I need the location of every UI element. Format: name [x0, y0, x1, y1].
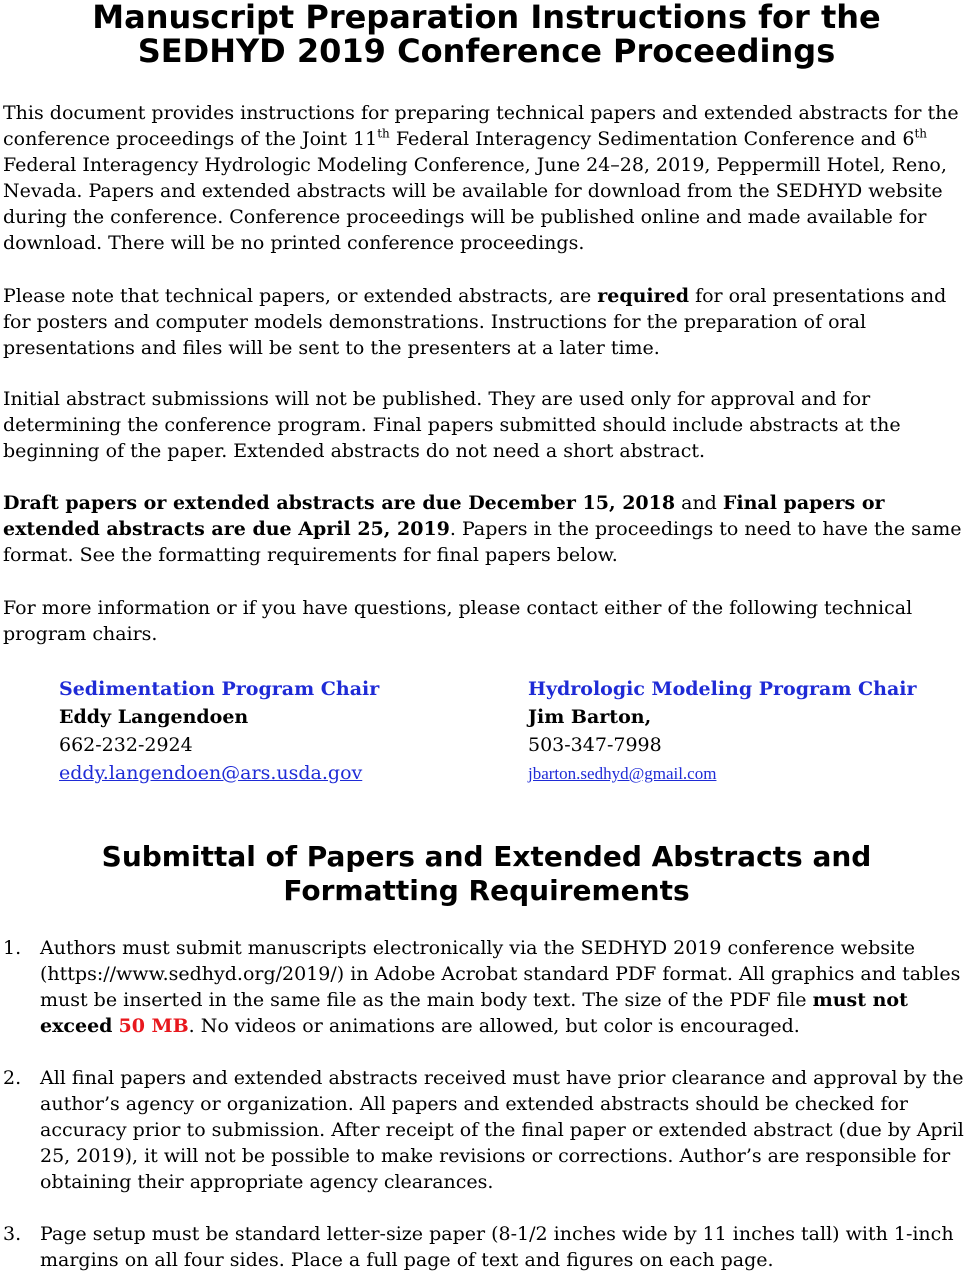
draft-deadline: Draft papers or extended abstracts are due December 15, 2018: [3, 492, 676, 514]
title-line-1: Manuscript Preparation Instructions for the: [92, 0, 881, 36]
intro-paragraph-2: [3, 283, 971, 361]
section-line-2: Formatting Requirements: [283, 874, 690, 907]
chair-phone: 503-347-7998: [528, 734, 662, 756]
ordinal-sup-2: th: [914, 126, 928, 141]
intro-paragraph-3: Initial abstract submissions will not be published. They are used only for approval and for determining the conference program. Final papers submitted should include abstracts at the beginning of the paper. Extended abstracts do not need a short abstract.: [3, 388, 901, 462]
contact-paragraph: For more information or if you have questions, please contact either of the following technical program chairs.: [3, 597, 913, 645]
hydrologic-chair-block: [528, 675, 968, 788]
chair-email-link[interactable]: eddy.langendoen@ars.usda.gov: [59, 762, 363, 784]
chair-name: Jim Barton,: [528, 706, 652, 728]
list-number: 1.: [3, 937, 22, 959]
sedimentation-chair-block: [59, 675, 499, 787]
intro-p1-text-a: This document provides instructions for preparing technical papers and extended abstracts for the conference proceedings of the Joint 11: [3, 102, 959, 150]
intro-p2-text-a: Please note that technical papers, or extended abstracts, are: [3, 285, 598, 307]
section-heading: [0, 840, 973, 908]
required-emphasis: required: [597, 285, 690, 307]
list-item-text: All final papers and extended abstracts received must have prior clearance and approval by the author’s agency or organization. All papers and extended abstracts should be checked for accuracy prior to submission. After receipt of the final paper or extended abstract (due by April 25, 2019), it will not be possible to make revisions or corrections. Author’s are responsible for obtaining their appropriate agency clearances.: [40, 1067, 964, 1193]
page-title: [0, 0, 973, 68]
intro-p1-text-b: Federal Interagency Sedimentation Conference and 6: [389, 128, 915, 150]
chair-role: Sedimentation Program Chair: [59, 678, 380, 700]
size-limit-emphasis: must not exceed: [40, 989, 908, 1037]
list-number: 2.: [3, 1067, 22, 1089]
list-number: 3.: [3, 1223, 22, 1245]
intro-p2-text-b: for oral presentations and for posters and computer models demonstrations. Instructions for the preparation of oral presentations and files will be sent to the presenters at a later time.: [3, 285, 947, 359]
list-item-1-text-a: Authors must submit manuscripts electronically via the SEDHYD 2019 conference website (https://www.sedhyd.org/2019/) in Adobe Acrobat standard PDF format. All graphics and tables must be inserted in the same file as the main body text. The size of the PDF file: [40, 937, 961, 1011]
title-line-2: SEDHYD 2019 Conference Proceedings: [137, 32, 836, 70]
chair-email-link[interactable]: jbarton.sedhyd@gmail.com: [528, 764, 717, 783]
chair-name: Eddy Langendoen: [59, 706, 249, 728]
chair-role: Hydrologic Modeling Program Chair: [528, 678, 917, 700]
chair-phone: 662-232-2924: [59, 734, 193, 756]
intro-paragraph-1: [3, 100, 971, 256]
deadline-connector: and: [675, 492, 723, 514]
list-item-1-text-b: . No videos or animations are allowed, but color is encouraged.: [188, 1015, 800, 1037]
intro-p1-text-c: Federal Interagency Hydrologic Modeling Conference, June 24–28, 2019, Peppermill Hotel, Reno, Nevada. Papers and extended abstracts will be available for download from the SEDHYD website during the conference. Conference proceedings will be published online and made available for download. There will be no printed conference proceedings.: [3, 154, 947, 254]
deadlines-text: . Papers in the proceedings to need to have the same format. See the formatting requirements for final papers below.: [3, 518, 962, 566]
list-item-text: Page setup must be standard letter-size paper (8-1/2 inches wide by 11 inches tall) with 1-inch margins on all four sides. Place a full page of text and figures on each page.: [40, 1223, 954, 1271]
size-limit-value: 50 MB: [118, 1015, 189, 1037]
deadlines-paragraph: [3, 490, 971, 568]
final-deadline: Final papers or extended abstracts are due April 25, 2019: [3, 492, 885, 540]
ordinal-sup-1: th: [377, 126, 390, 141]
section-line-1: Submittal of Papers and Extended Abstracts and: [101, 840, 872, 873]
list-item-text: [40, 935, 973, 1039]
